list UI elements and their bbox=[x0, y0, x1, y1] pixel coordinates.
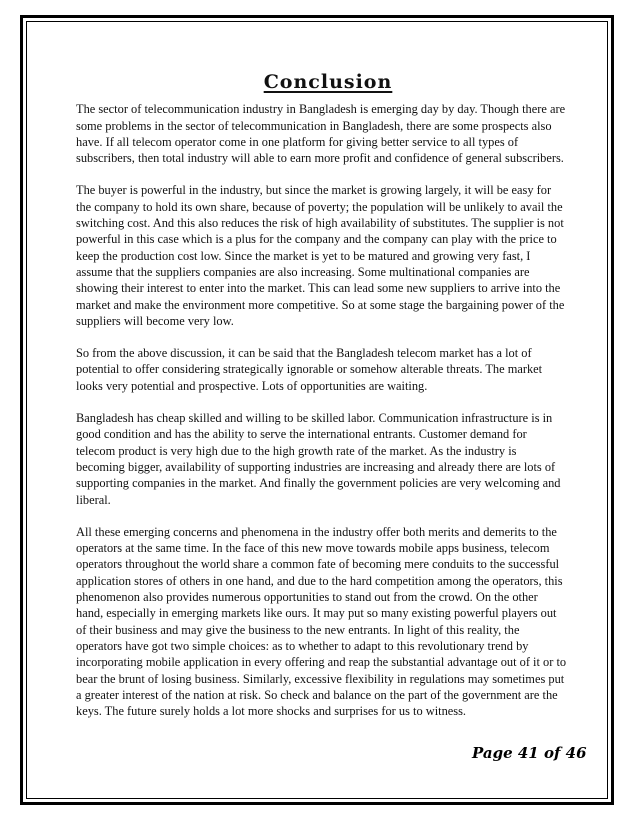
document-title: Conclusion bbox=[263, 71, 393, 93]
paragraph-3: So from the above discussion, it can be said that the Bangladesh telecom market has a lot of potential to offer considering strategically ignorable or somehow alterable threats. The market looks very potential and prospective. Lots of opportunities are waiting. bbox=[76, 346, 543, 393]
paragraph-4: Bangladesh has cheap skilled and willing to be skilled labor. Communication infrastructure is in good condition and has the ability to serve the international entrants. Customer demand for telecom product is very high due to the high growth rate of the market. As the industry is becoming bigger, availability of supporting industries are increasing and already there are lots of supporting companies in the market. And finally the government policies are very welcoming and liberal. bbox=[76, 411, 561, 507]
paragraph-1: The sector of telecommunication industry in Bangladesh is emerging day by day. Though there are some problems in the sector of telecommunication in Bangladesh, there are some prospects also have. If all telecom operator come in one platform for giving better service to all types of subscribers, then total industry will able to earn more profit and confidence of general subscribers. bbox=[76, 102, 566, 166]
page-number: Page 41 of 46 bbox=[472, 744, 587, 762]
paragraph-2: The buyer is powerful in the industry, but since the market is growing largely, it will be easy for the company to hold its own share, because of poverty; the population will be unlikely to avail the switching cost. And this also reduces the risk of high availability of substitutes. The supplier is not powerful in this case which is a plus for the company and the company can play with the price to keep the production cost low. Since the market is yet to be matured and growing very fast, I assume that the suppliers companies are also increasing. Some multinational companies are showing their interest to enter into the market. This can lead some new suppliers to arrive into the market and make the environment more competitive. So at some stage the bargaining power of the suppliers will become very low. bbox=[76, 183, 565, 328]
document-body bbox=[76, 71, 568, 735]
paragraph-5: All these emerging concerns and phenomena in the industry offer both merits and demerits to the operators at the same time. In the face of this new move towards mobile apps business, telecom operators throughout the world share a common fate of becoming mere conduits to the successful application stores of others in one hand, and due to the hard competition among the operators, this phenomenon also provides numerous opportunities to stand out from the crowd. On the other hand, especially in emerging markets like ours. It may put so many existing powerful players out of their business and may give the business to the new entrants. In light of this reality, the operators have got two simple choices: as to whether to adapt to this revolutionary trend by incorporating mobile application in every offering and reap the substantial advantage out of it or to bear the brunt of losing business. Similarly, excessive flexibility in regulations may sometimes put a greater interest of the nation at risk. So check and balance on the part of the government are the keys. The future surely holds a lot more shocks and surprises for us to witness. bbox=[76, 524, 567, 719]
